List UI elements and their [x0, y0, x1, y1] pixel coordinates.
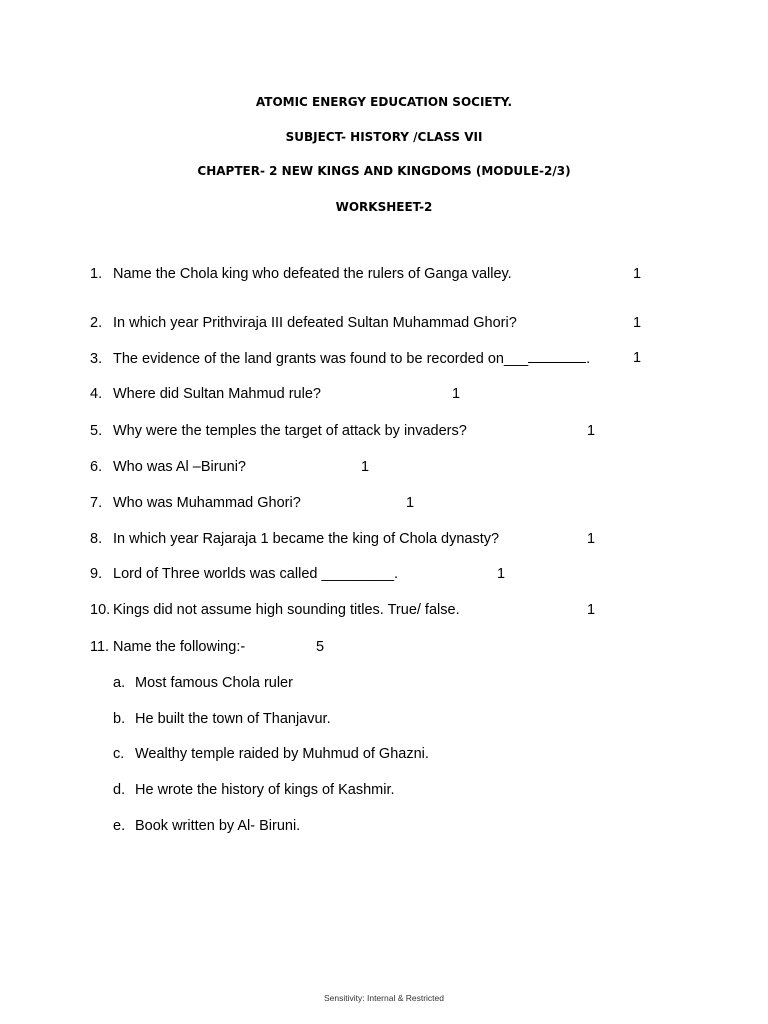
- question-text: In which year Prithviraja III defeated Sultan Muhammad Ghori?: [113, 315, 517, 331]
- question-6: [90, 459, 246, 475]
- question-11-mark: 5: [316, 639, 325, 655]
- question-1-mark: 1: [633, 266, 642, 282]
- subject-line: SUBJECT- HISTORY /CLASS VII: [285, 130, 483, 144]
- question-7-mark: 1: [406, 495, 415, 511]
- subitem-text: Most famous Chola ruler: [135, 675, 293, 691]
- question-text: The evidence of the land grants was found to be recorded on___: [113, 351, 529, 367]
- question-number: 1.: [90, 266, 103, 282]
- subitem-c: [113, 746, 429, 762]
- question-text: In which year Rajaraja 1 became the king of Chola dynasty?: [113, 531, 500, 547]
- question-text: Name the Chola king who defeated the rulers of Ganga valley.: [113, 266, 512, 282]
- question-text: Who was Muhammad Ghori?: [113, 495, 301, 511]
- question-text: Who was Al –Biruni?: [113, 459, 246, 475]
- subitem-letter: c.: [113, 746, 125, 762]
- question-number: 8.: [90, 531, 103, 547]
- subitem-b: [113, 711, 331, 727]
- question-text: Kings did not assume high sounding titles. True/ false.: [113, 602, 460, 618]
- question-8-mark: 1: [587, 531, 596, 547]
- chapter-line: CHAPTER- 2 NEW KINGS AND KINGDOMS (MODULE-2/3): [197, 164, 571, 178]
- question-6-mark: 1: [361, 459, 370, 475]
- question-number: 2.: [90, 315, 103, 331]
- question-number: 6.: [90, 459, 103, 475]
- question-2: [90, 315, 517, 331]
- subitem-text: Wealthy temple raided by Muhmud of Ghazni.: [135, 746, 429, 762]
- subitem-text: He wrote the history of kings of Kashmir.: [135, 782, 395, 798]
- subitem-text: He built the town of Thanjavur.: [135, 711, 331, 727]
- question-text: Name the following:-: [113, 639, 246, 655]
- answer-blank: [528, 350, 586, 363]
- question-number: 4.: [90, 386, 103, 402]
- question-text: Lord of Three worlds was called _________.: [113, 566, 399, 582]
- question-text: Why were the temples the target of attack by invaders?: [113, 423, 467, 439]
- question-9-mark: 1: [497, 566, 506, 582]
- question-number: 3.: [90, 351, 103, 367]
- question-10: [90, 602, 460, 618]
- question-number: 7.: [90, 495, 103, 511]
- subitem-letter: a.: [113, 675, 126, 691]
- question-11: [90, 639, 245, 655]
- subitem-text: Book written by Al- Biruni.: [135, 818, 301, 834]
- question-5: [90, 423, 467, 439]
- question-3: [90, 350, 590, 367]
- subitem-letter: d.: [113, 782, 126, 798]
- subitem-letter: b.: [113, 711, 126, 727]
- question-5-mark: 1: [587, 423, 596, 439]
- question-4-mark: 1: [452, 386, 461, 402]
- question-1: [90, 266, 512, 282]
- question-text-end: .: [586, 351, 591, 367]
- question-7: [90, 495, 301, 511]
- subitem-d: [113, 782, 395, 798]
- subitem-a: [113, 675, 293, 691]
- worksheet-title: WORKSHEET-2: [335, 200, 433, 214]
- question-4: [90, 386, 321, 402]
- school-name: ATOMIC ENERGY EDUCATION SOCIETY.: [255, 95, 513, 109]
- subitem-letter: e.: [113, 818, 126, 834]
- question-number: 5.: [90, 423, 103, 439]
- question-number: 11.: [90, 639, 110, 655]
- sensitivity-footer: Sensitivity: Internal & Restricted: [324, 993, 444, 1003]
- subitem-e: [113, 818, 300, 834]
- question-10-mark: 1: [587, 602, 596, 618]
- question-number: 9.: [90, 566, 103, 582]
- question-number: 10.: [90, 602, 111, 618]
- question-8: [90, 531, 499, 547]
- question-text: Where did Sultan Mahmud rule?: [113, 386, 321, 402]
- question-3-mark: 1: [633, 350, 642, 366]
- question-2-mark: 1: [633, 315, 642, 331]
- question-9: [90, 566, 398, 582]
